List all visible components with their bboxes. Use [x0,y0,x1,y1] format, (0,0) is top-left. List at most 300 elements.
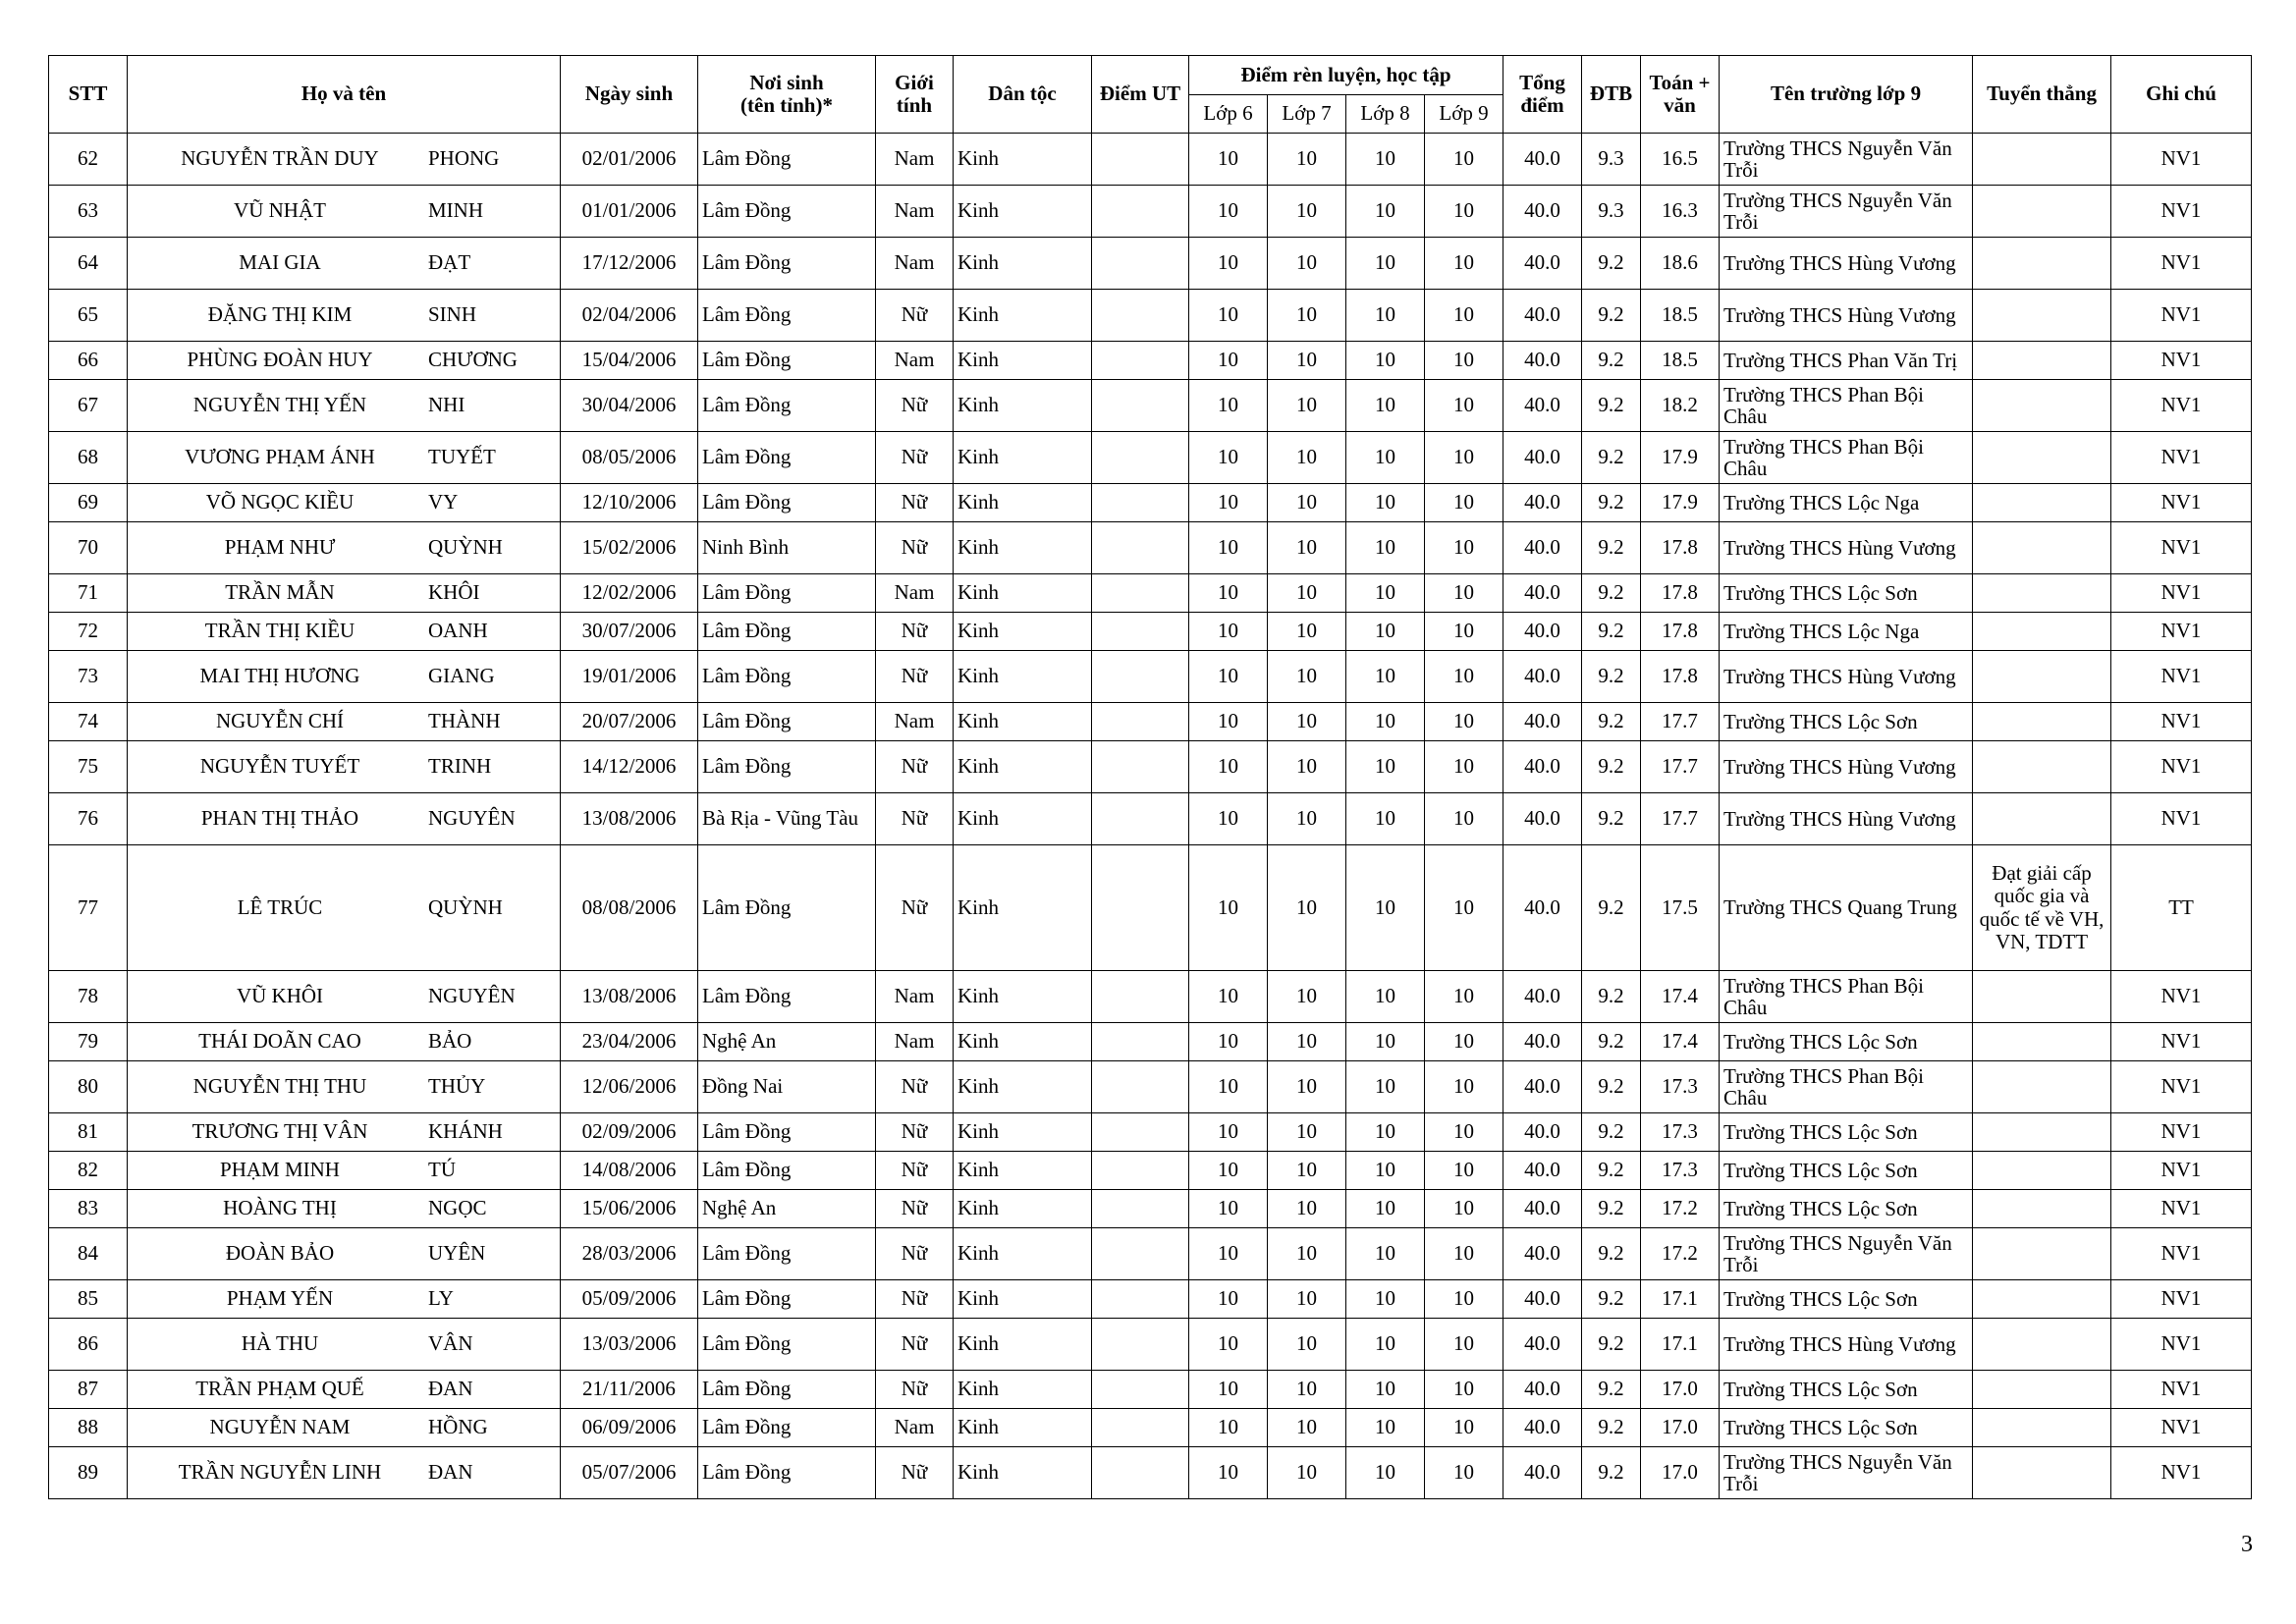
grade7-cell: 10 [1268,1023,1346,1061]
name-wrap [128,620,560,642]
table-row [49,1228,2252,1280]
stt-cell: 87 [49,1371,128,1409]
name-wrap [128,1378,560,1400]
grade9-cell: 10 [1425,613,1503,651]
ethnicity-cell: Kinh [954,741,1092,793]
ethnicity-cell: Kinh [954,793,1092,845]
average-cell: 9.2 [1582,1371,1641,1409]
birthplace-cell: Lâm Đồng [698,845,876,971]
ethnicity-cell: Kinh [954,1319,1092,1371]
note-cell: TT [2111,845,2252,971]
table-row [49,651,2252,703]
first-name: VŨ NHẬT [234,198,326,223]
priority-cell [1092,186,1189,238]
gender-cell: Nam [876,703,954,741]
direct-admission-cell [1973,651,2111,703]
grade8-cell: 10 [1346,238,1425,290]
priority-cell [1092,1228,1189,1280]
grade6-cell: 10 [1189,651,1268,703]
grade6-cell: 10 [1189,1113,1268,1152]
header-dob: Ngày sinh [561,56,698,134]
table-row [49,845,2252,971]
note-cell: NV1 [2111,574,2252,613]
school-cell: Trường THCS Lộc Sơn [1720,574,1973,613]
ethnicity-cell: Kinh [954,1023,1092,1061]
grade8-cell: 10 [1346,703,1425,741]
ethnicity-cell: Kinh [954,651,1092,703]
math-literature-cell: 17.8 [1641,651,1720,703]
total-cell: 40.0 [1503,134,1582,186]
first-name: VÕ NGỌC KIỀU [205,490,355,514]
table-row [49,238,2252,290]
ethnicity-cell: Kinh [954,1190,1092,1228]
grade8-cell: 10 [1346,741,1425,793]
name-wrap [128,1075,560,1098]
direct-admission-cell [1973,1152,2111,1190]
ethnicity-cell: Kinh [954,971,1092,1023]
last-name: HỒNG [428,1415,488,1439]
grade6-cell: 10 [1189,432,1268,484]
note-cell: NV1 [2111,1113,2252,1152]
last-name: NGUYÊN [428,806,516,831]
direct-admission-cell [1973,1228,2111,1280]
grade8-cell: 10 [1346,186,1425,238]
grade8-cell: 10 [1346,342,1425,380]
direct-admission-cell [1973,1319,2111,1371]
birthplace-cell: Lâm Đồng [698,1152,876,1190]
grade6-cell: 10 [1189,1280,1268,1319]
school-cell: Trường THCS Nguyễn Văn Trỗi [1720,1447,1973,1499]
last-name: NGỌC [428,1196,487,1220]
last-name: VÂN [428,1331,473,1356]
math-literature-cell: 17.1 [1641,1319,1720,1371]
header-total [1503,56,1582,134]
first-name: NGUYỄN CHÍ [215,709,345,733]
note-cell: NV1 [2111,1280,2252,1319]
name-cell [128,574,561,613]
dob-cell: 30/04/2006 [561,380,698,432]
grade8-cell: 10 [1346,845,1425,971]
total-cell: 40.0 [1503,1447,1582,1499]
last-name: THỦY [428,1074,486,1099]
direct-admission-cell [1973,134,2111,186]
average-cell: 9.2 [1582,793,1641,845]
gender-cell: Nữ [876,1228,954,1280]
grade9-cell: 10 [1425,703,1503,741]
average-cell: 9.2 [1582,1190,1641,1228]
school-cell: Trường THCS Hùng Vương [1720,1319,1973,1371]
direct-admission-cell [1973,1061,2111,1113]
name-wrap [128,1159,560,1181]
priority-cell [1092,971,1189,1023]
grade8-cell: 10 [1346,1113,1425,1152]
gender-cell: Nữ [876,1152,954,1190]
school-cell: Trường THCS Quang Trung [1720,845,1973,971]
school-cell: Trường THCS Hùng Vương [1720,238,1973,290]
last-name: TÚ [428,1158,456,1182]
stt-cell: 69 [49,484,128,522]
stt-cell: 80 [49,1061,128,1113]
birthplace-cell: Lâm Đồng [698,574,876,613]
grade7-cell: 10 [1268,613,1346,651]
first-name: NGUYỄN TRẦN DUY [181,146,379,171]
birthplace-cell: Lâm Đồng [698,380,876,432]
grade9-cell: 10 [1425,574,1503,613]
ethnicity-cell: Kinh [954,484,1092,522]
math-literature-cell: 17.3 [1641,1152,1720,1190]
average-cell: 9.3 [1582,134,1641,186]
name-cell [128,1319,561,1371]
last-name: SINH [428,302,477,327]
school-cell: Trường THCS Hùng Vương [1720,793,1973,845]
ethnicity-cell: Kinh [954,134,1092,186]
name-wrap [128,394,560,416]
total-cell: 40.0 [1503,1228,1582,1280]
gender-cell: Nam [876,238,954,290]
first-name: PHẠM NHƯ [224,535,336,560]
dob-cell: 15/04/2006 [561,342,698,380]
stt-cell: 82 [49,1152,128,1190]
priority-cell [1092,845,1189,971]
last-name: VY [428,490,459,514]
birthplace-cell: Đồng Nai [698,1061,876,1113]
grade7-cell: 10 [1268,342,1346,380]
grade8-cell: 10 [1346,574,1425,613]
header-average: ĐTB [1582,56,1641,134]
last-name: TUYẾT [428,445,496,469]
name-cell [128,290,561,342]
last-name: QUỲNH [428,894,503,919]
grade9-cell: 10 [1425,1061,1503,1113]
gender-cell: Nữ [876,522,954,574]
note-cell: NV1 [2111,1409,2252,1447]
header-conduct-group: Điểm rèn luyện, học tập [1189,56,1503,95]
grade7-cell: 10 [1268,845,1346,971]
name-cell [128,1228,561,1280]
dob-cell: 02/01/2006 [561,134,698,186]
total-cell: 40.0 [1503,522,1582,574]
name-cell [128,432,561,484]
total-cell: 40.0 [1503,1113,1582,1152]
direct-admission-cell [1973,1371,2111,1409]
grade6-cell: 10 [1189,238,1268,290]
grade7-cell: 10 [1268,1371,1346,1409]
school-cell: Trường THCS Lộc Sơn [1720,1023,1973,1061]
stt-cell: 65 [49,290,128,342]
grade8-cell: 10 [1346,380,1425,432]
total-cell: 40.0 [1503,651,1582,703]
math-literature-cell: 17.0 [1641,1409,1720,1447]
total-cell: 40.0 [1503,574,1582,613]
total-cell: 40.0 [1503,1190,1582,1228]
grade8-cell: 10 [1346,290,1425,342]
name-wrap [128,1416,560,1438]
grade8-cell: 10 [1346,1023,1425,1061]
average-cell: 9.2 [1582,1280,1641,1319]
grade6-cell: 10 [1189,1190,1268,1228]
gender-cell: Nữ [876,484,954,522]
last-name: NGUYÊN [428,984,516,1008]
first-name: HOÀNG THỊ [223,1196,337,1220]
grade9-cell: 10 [1425,522,1503,574]
last-name: BẢO [428,1029,472,1054]
stt-cell: 63 [49,186,128,238]
table-row [49,1447,2252,1499]
priority-cell [1092,613,1189,651]
ethnicity-cell: Kinh [954,574,1092,613]
last-name: MINH [428,198,483,223]
name-wrap [128,349,560,371]
total-cell: 40.0 [1503,432,1582,484]
grade6-cell: 10 [1189,380,1268,432]
name-cell [128,238,561,290]
grade6-cell: 10 [1189,290,1268,342]
grade7-cell: 10 [1268,1319,1346,1371]
total-cell: 40.0 [1503,484,1582,522]
stt-cell: 64 [49,238,128,290]
school-cell: Trường THCS Phan Bội Châu [1720,1061,1973,1113]
ethnicity-cell: Kinh [954,1061,1092,1113]
grade6-cell: 10 [1189,613,1268,651]
grade6-cell: 10 [1189,1228,1268,1280]
last-name: KHÔI [428,580,480,605]
gender-cell: Nữ [876,1319,954,1371]
table-row [49,613,2252,651]
dob-cell: 02/09/2006 [561,1113,698,1152]
school-cell: Trường THCS Lộc Sơn [1720,1190,1973,1228]
grade7-cell: 10 [1268,1152,1346,1190]
grade8-cell: 10 [1346,1190,1425,1228]
dob-cell: 20/07/2006 [561,703,698,741]
ethnicity-cell: Kinh [954,1152,1092,1190]
last-name: NHI [428,393,465,417]
header-direct-admission: Tuyển thẳng [1973,56,2111,134]
gender-cell: Nữ [876,1447,954,1499]
name-cell [128,741,561,793]
direct-admission-cell [1973,971,2111,1023]
note-cell: NV1 [2111,484,2252,522]
first-name: TRẦN PHẠM QUẾ [195,1377,364,1401]
note-cell: NV1 [2111,1371,2252,1409]
header-grade6: Lớp 6 [1189,95,1268,134]
grade9-cell: 10 [1425,845,1503,971]
math-literature-cell: 17.8 [1641,613,1720,651]
grade8-cell: 10 [1346,432,1425,484]
first-name: LÊ TRÚC [237,894,323,919]
grade6-cell: 10 [1189,741,1268,793]
total-cell: 40.0 [1503,342,1582,380]
dob-cell: 02/04/2006 [561,290,698,342]
grade8-cell: 10 [1346,522,1425,574]
ethnicity-cell: Kinh [954,1371,1092,1409]
name-wrap [128,1332,560,1355]
name-cell [128,1152,561,1190]
grade7-cell: 10 [1268,522,1346,574]
dob-cell: 23/04/2006 [561,1023,698,1061]
gender-cell: Nam [876,342,954,380]
name-wrap [128,665,560,687]
first-name: TRẦN MẪN [225,580,335,605]
header-math-literature-line2: văn [1664,93,1696,117]
note-cell: NV1 [2111,651,2252,703]
average-cell: 9.2 [1582,238,1641,290]
direct-admission-cell [1973,342,2111,380]
stt-cell: 75 [49,741,128,793]
name-wrap [128,807,560,830]
school-cell: Trường THCS Hùng Vương [1720,741,1973,793]
grade8-cell: 10 [1346,1280,1425,1319]
dob-cell: 14/12/2006 [561,741,698,793]
note-cell: NV1 [2111,703,2252,741]
math-literature-cell: 17.2 [1641,1228,1720,1280]
priority-cell [1092,1280,1189,1319]
stt-cell: 81 [49,1113,128,1152]
first-name: NGUYỄN THỊ YẾN [192,393,367,417]
name-cell [128,484,561,522]
stt-cell: 71 [49,574,128,613]
priority-cell [1092,1447,1189,1499]
stt-cell: 62 [49,134,128,186]
dob-cell: 05/09/2006 [561,1280,698,1319]
table-row [49,432,2252,484]
gender-cell: Nữ [876,845,954,971]
name-wrap [128,755,560,778]
note-cell: NV1 [2111,134,2252,186]
grade6-cell: 10 [1189,186,1268,238]
name-cell [128,845,561,971]
grade6-cell: 10 [1189,1447,1268,1499]
total-cell: 40.0 [1503,1409,1582,1447]
birthplace-cell: Lâm Đồng [698,484,876,522]
grade9-cell: 10 [1425,1409,1503,1447]
table-row [49,703,2252,741]
header-grade8: Lớp 8 [1346,95,1425,134]
gender-cell: Nữ [876,1190,954,1228]
table-row [49,484,2252,522]
grade6-cell: 10 [1189,1319,1268,1371]
dob-cell: 08/08/2006 [561,845,698,971]
name-wrap [128,303,560,326]
name-wrap [128,1461,560,1484]
priority-cell [1092,741,1189,793]
gender-cell: Nam [876,186,954,238]
stt-cell: 73 [49,651,128,703]
direct-admission-cell [1973,238,2111,290]
direct-admission-cell [1973,186,2111,238]
direct-admission-cell [1973,1280,2111,1319]
last-name: GIANG [428,664,495,688]
grade6-cell: 10 [1189,134,1268,186]
math-literature-cell: 17.7 [1641,793,1720,845]
direct-admission-cell [1973,522,2111,574]
average-cell: 9.2 [1582,1447,1641,1499]
grade7-cell: 10 [1268,134,1346,186]
priority-cell [1092,238,1189,290]
school-cell: Trường THCS Lộc Nga [1720,484,1973,522]
average-cell: 9.3 [1582,186,1641,238]
grade7-cell: 10 [1268,1061,1346,1113]
birthplace-cell: Lâm Đồng [698,651,876,703]
grade7-cell: 10 [1268,484,1346,522]
dob-cell: 08/05/2006 [561,432,698,484]
direct-admission-cell [1973,741,2111,793]
average-cell: 9.2 [1582,574,1641,613]
grade9-cell: 10 [1425,1190,1503,1228]
total-cell: 40.0 [1503,238,1582,290]
grade8-cell: 10 [1346,134,1425,186]
direct-admission-cell [1973,703,2111,741]
average-cell: 9.2 [1582,1409,1641,1447]
math-literature-cell: 16.5 [1641,134,1720,186]
dob-cell: 28/03/2006 [561,1228,698,1280]
birthplace-cell: Lâm Đồng [698,1447,876,1499]
name-wrap [128,581,560,604]
header-grade7: Lớp 7 [1268,95,1346,134]
gender-cell: Nữ [876,290,954,342]
grade9-cell: 10 [1425,380,1503,432]
birthplace-cell: Lâm Đồng [698,741,876,793]
birthplace-cell: Lâm Đồng [698,1409,876,1447]
grade7-cell: 10 [1268,741,1346,793]
total-cell: 40.0 [1503,1280,1582,1319]
ethnicity-cell: Kinh [954,1409,1092,1447]
table-row [49,1409,2252,1447]
grade7-cell: 10 [1268,651,1346,703]
average-cell: 9.2 [1582,703,1641,741]
math-literature-cell: 17.9 [1641,432,1720,484]
stt-cell: 74 [49,703,128,741]
priority-cell [1092,1023,1189,1061]
average-cell: 9.2 [1582,845,1641,971]
grade6-cell: 10 [1189,1152,1268,1190]
header-note: Ghi chú [2111,56,2252,134]
birthplace-cell: Lâm Đồng [698,432,876,484]
birthplace-cell: Lâm Đồng [698,290,876,342]
header-school: Tên trường lớp 9 [1720,56,1973,134]
name-cell [128,613,561,651]
dob-cell: 15/02/2006 [561,522,698,574]
table-row [49,342,2252,380]
math-literature-cell: 18.6 [1641,238,1720,290]
dob-cell: 17/12/2006 [561,238,698,290]
grade9-cell: 10 [1425,741,1503,793]
school-cell: Trường THCS Lộc Sơn [1720,1409,1973,1447]
school-cell: Trường THCS Phan Bội Châu [1720,971,1973,1023]
last-name: PHONG [428,146,500,171]
direct-admission-cell [1973,613,2111,651]
first-name: TRẦN THỊ KIỀU [204,619,355,643]
table-row [49,1280,2252,1319]
math-literature-cell: 17.8 [1641,522,1720,574]
dob-cell: 12/02/2006 [561,574,698,613]
stt-cell: 77 [49,845,128,971]
first-name: VŨ KHÔI [236,984,324,1008]
average-cell: 9.2 [1582,1113,1641,1152]
header-birthplace-line2: (tên tỉnh)* [740,93,833,117]
grade9-cell: 10 [1425,238,1503,290]
name-cell [128,1447,561,1499]
table-row [49,1152,2252,1190]
birthplace-cell: Lâm Đồng [698,134,876,186]
name-wrap [128,1287,560,1310]
total-cell: 40.0 [1503,971,1582,1023]
name-cell [128,793,561,845]
birthplace-cell: Nghệ An [698,1023,876,1061]
grade9-cell: 10 [1425,484,1503,522]
name-cell [128,1371,561,1409]
priority-cell [1092,1061,1189,1113]
stt-cell: 85 [49,1280,128,1319]
